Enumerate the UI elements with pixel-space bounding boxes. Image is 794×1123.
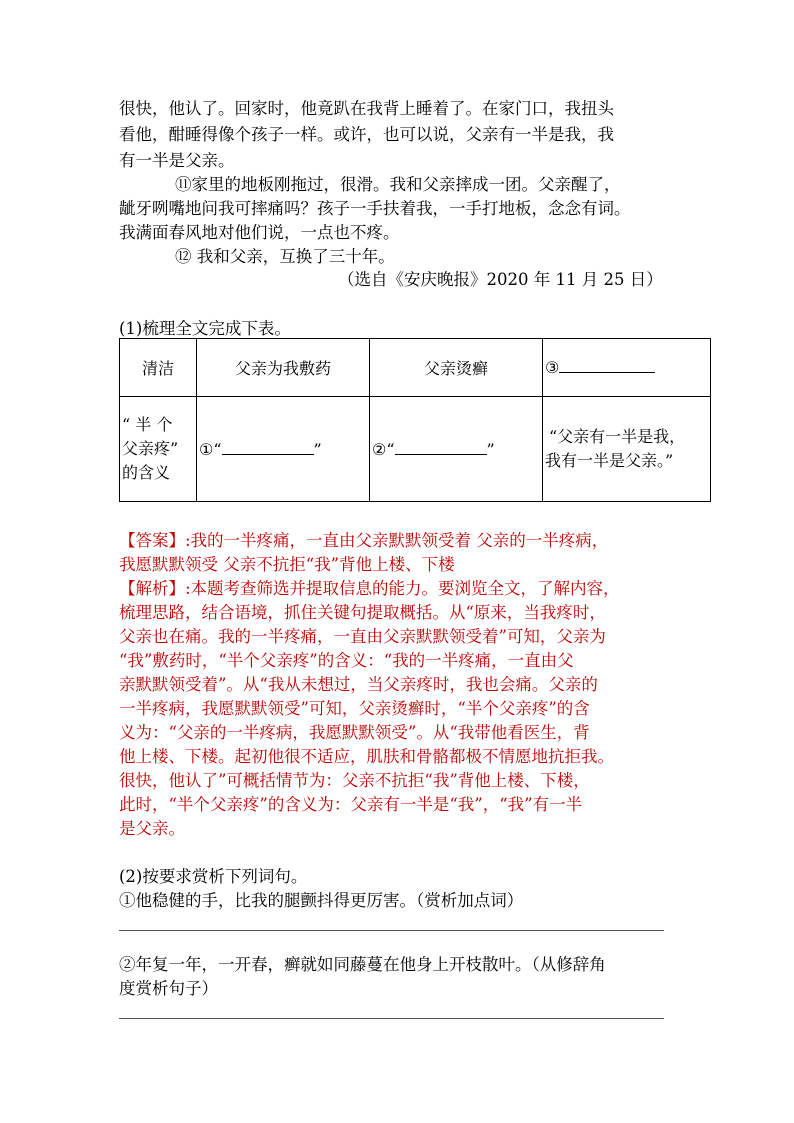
table-header-cell: 父亲烫癣 bbox=[370, 339, 543, 397]
row-label-line: 的含义 bbox=[122, 463, 171, 482]
circled-number: ③ bbox=[545, 358, 560, 377]
open-quote: “ bbox=[213, 439, 222, 459]
table-header-cell: 父亲为我敷药 bbox=[197, 339, 370, 397]
answer-cell-3 bbox=[543, 397, 711, 502]
question2-item: 度赏析句子） bbox=[119, 979, 218, 998]
analysis-line: 他上楼、下楼。起初他很不适应，肌肤和骨骼都极不情愿地抗拒我。 bbox=[119, 747, 614, 766]
passage-line: 我满面春风地对他们说，一点也不疼。 bbox=[119, 223, 400, 242]
analysis-text: :本题考查筛选并提取信息的能力。要浏览全文，了解内容， bbox=[185, 579, 620, 598]
table-header-cell-blank bbox=[543, 339, 711, 397]
passage-line: 龇牙咧嘴地问我可摔痛吗？孩子一手扶着我，一手打地板，念念有词。 bbox=[119, 199, 631, 218]
close-quote: ” bbox=[313, 439, 322, 459]
cell-text-line: 我有一半是父亲。” bbox=[545, 451, 674, 470]
question2-item: ②年复一年，一开春，癣就如同藤蔓在他身上开枝散叶。（从修辞角 bbox=[119, 955, 606, 974]
answer-text: :我的一半疼痛，一直由父亲默默领受着 父亲的一半疼病， bbox=[185, 531, 609, 550]
passage-line: 有一半是父亲。 bbox=[119, 151, 235, 170]
answer-cell-1 bbox=[197, 397, 370, 502]
analysis-line: 一半疼病，我愿默默领受”可知，父亲烫癣时，“半个父亲疼”的含 bbox=[119, 699, 590, 718]
row-label-cell bbox=[120, 397, 197, 502]
analysis-line: “我”敷药时，“半个父亲疼”的含义：“我的一半疼痛，一直由父 bbox=[119, 651, 574, 670]
circled-number: ② bbox=[372, 439, 387, 459]
answer-line: 我愿默默领受 父亲不抗拒“我”背他上楼、下楼 bbox=[119, 555, 455, 574]
analysis-line: 亲默默领受着”。从“我从未想过，当父亲疼时，我也会痛。父亲的 bbox=[119, 675, 598, 694]
analysis-line: 此时，“半个父亲疼”的含义为：父亲有一半是“我”，“我”有一半 bbox=[119, 795, 583, 814]
analysis-line: 是父亲。 bbox=[119, 819, 185, 838]
analysis-line: 很快，他认了”可概括情节为：父亲不抗拒“我”背他上楼、下楼， bbox=[119, 771, 590, 790]
analysis-label: 【解析】 bbox=[119, 579, 185, 598]
passage-line: ⑫ 我和父亲，互换了三十年。 bbox=[175, 247, 395, 266]
question1-prompt: (1)梳理全文完成下表。 bbox=[119, 319, 291, 338]
close-quote: ” bbox=[486, 439, 495, 459]
open-quote: “ bbox=[386, 439, 395, 459]
table-row bbox=[120, 397, 711, 502]
answer-blank[interactable] bbox=[222, 454, 314, 455]
analysis-line bbox=[119, 578, 620, 600]
answer-blank[interactable] bbox=[395, 454, 487, 455]
table-row bbox=[120, 339, 711, 397]
answer-line-rule[interactable] bbox=[119, 1018, 664, 1019]
answer-line bbox=[119, 530, 608, 552]
table-header-cell: 清洁 bbox=[120, 339, 197, 397]
row-label-line: 父亲疼” bbox=[122, 439, 179, 458]
analysis-line: 父亲也在痛。我的一半疼痛，一直由父亲默默领受着”可知，父亲为 bbox=[119, 627, 606, 646]
summary-table bbox=[119, 338, 711, 502]
analysis-line: 梳理思路，结合语境，抓住关键句提取概括。从“原来，当我疼时， bbox=[119, 603, 606, 622]
answer-label: 【答案】 bbox=[119, 531, 185, 550]
cell-text-line: “父亲有一半是我， bbox=[549, 427, 686, 446]
passage-line: 看他，酣睡得像个孩子一样。或许，也可以说，父亲有一半是我，我 bbox=[119, 125, 614, 144]
passage-line: 很快，他认了。回家时，他竟趴在我背上睡着了。在家门口，我扭头 bbox=[119, 99, 614, 118]
circled-number: ① bbox=[199, 439, 214, 459]
passage-line: ⑪家里的地板刚拖过，很滑。我和父亲摔成一团。父亲醒了， bbox=[175, 175, 621, 194]
question2-prompt: (2)按要求赏析下列词句。 bbox=[119, 867, 308, 886]
row-label-line: “ 半 个 bbox=[122, 415, 173, 434]
answer-line-rule[interactable] bbox=[119, 930, 664, 931]
question2-item: ①他稳健的手，比我的腿颤抖得更厉害。（赏析加点词） bbox=[119, 891, 524, 910]
answer-blank[interactable] bbox=[559, 372, 655, 373]
analysis-line: 义为：“父亲的一半疼病，我愿默默领受”。从“我带他看医生，背 bbox=[119, 723, 590, 742]
passage-source: （选自《安庆晚报》2020 年 11 月 25 日） bbox=[338, 270, 663, 289]
answer-cell-2 bbox=[370, 397, 543, 502]
